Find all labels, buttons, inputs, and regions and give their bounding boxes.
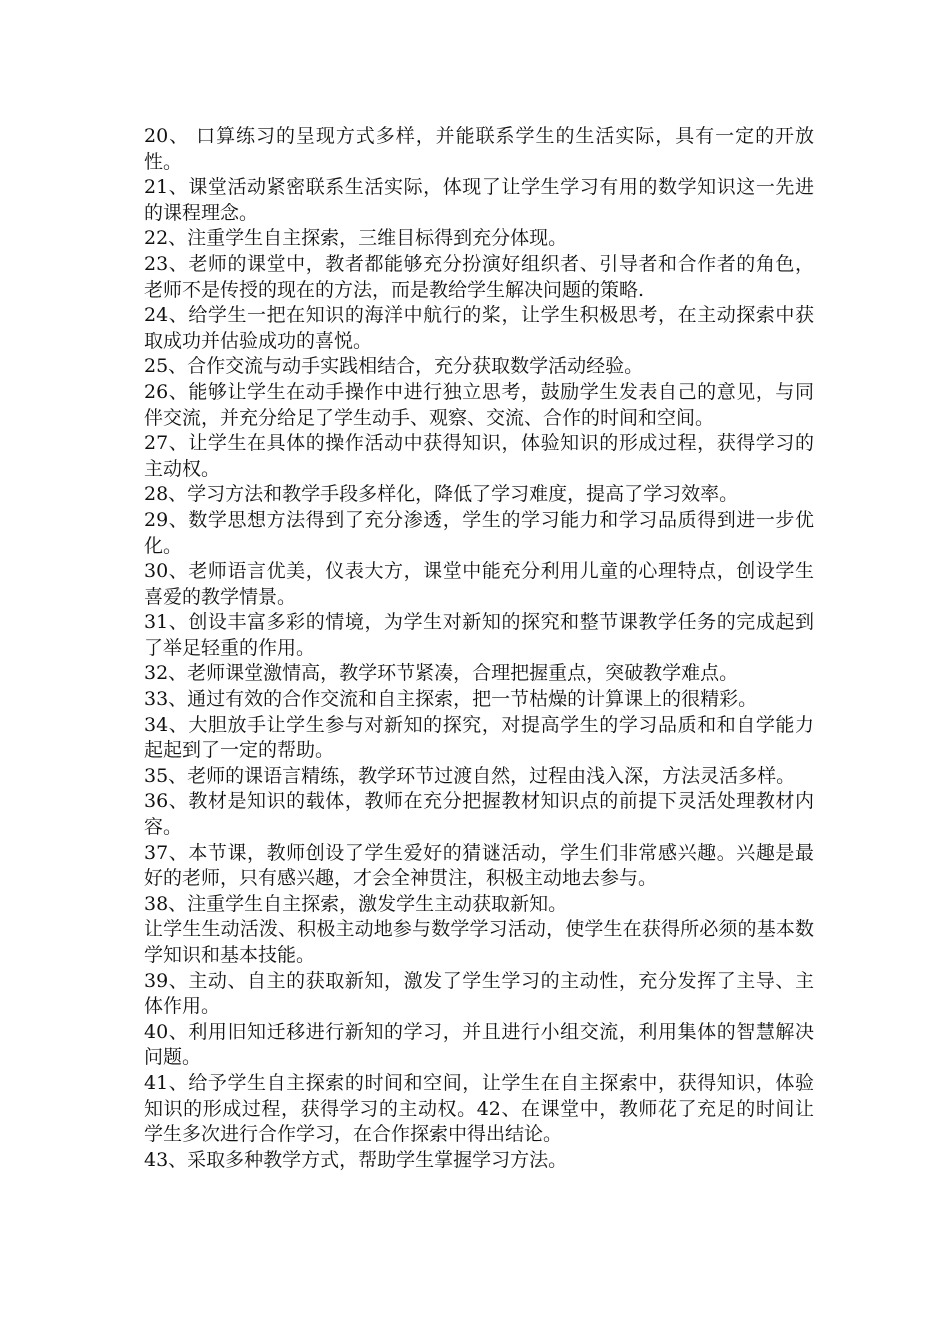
paragraph-23: 23、老师的课堂中，教者都能够充分扮演好组织者、引导者和合作者的角色，老师不是传授的现在的方法，而是教给学生解决问题的策略. (144, 252, 814, 301)
paragraph-38-continued: 让学生生动活泼、积极主动地参与数学学习活动，使学生在获得所必须的基本数学知识和基本技能。 (144, 918, 814, 966)
paragraph-40: 40、利用旧知迁移进行新知的学习，并且进行小组交流，利用集体的智慧解决问题。 (144, 1020, 814, 1069)
paragraph-34: 34、大胆放手让学生参与对新知的探究，对提高学生的学习品质和和自学能力起起到了一定的帮助。 (144, 713, 814, 762)
paragraph-25: 25、合作交流与动手实践相结合，充分获取数学活动经验。 (144, 355, 644, 378)
document-body (144, 124, 814, 1173)
paragraph-28: 28、学习方法和教学手段多样化，降低了学习难度，提高了学习效率。 (144, 483, 739, 506)
paragraph-37: 37、本节课，教师创设了学生爱好的猜谜活动，学生们非常感兴趣。兴趣是最好的老师，只有感兴趣，才会全神贯注，积极主动地去参与。 (144, 841, 814, 890)
paragraph-29: 29、数学思想方法得到了充分渗透，学生的学习能力和学习品质得到进一步优化。 (144, 508, 814, 557)
paragraph-39: 39、主动、自主的获取新知，激发了学生学习的主动性，充分发挥了主导、主体作用。 (144, 969, 814, 1018)
paragraph-38: 38、注重学生自主探索，激发学生主动获取新知。 (144, 892, 568, 915)
paragraph-21: 21、课堂活动紧密联系生活实际，体现了让学生学习有用的数学知识这一先进的课程理念。 (144, 176, 814, 224)
paragraph-31: 31、创设丰富多彩的情境，为学生对新知的探究和整节课教学任务的完成起到了举足轻重的作用。 (144, 611, 814, 659)
paragraph-41-42: 41、给予学生自主探索的时间和空间，让学生在自主探索中，获得知识，体验知识的形成过程，获得学习的主动权。42、在课堂中，教师花了充足的时间让学生多次进行合作学习，在合作探索中得出结论。 (144, 1071, 814, 1146)
paragraph-27: 27、让学生在具体的操作活动中获得知识，体验知识的形成过程，获得学习的主动权。 (144, 432, 814, 480)
paragraph-33: 33、通过有效的合作交流和自主探索，把一节枯燥的计算课上的很精彩。 (144, 688, 758, 711)
paragraph-35: 35、老师的课语言精练，教学环节过渡自然，过程由浅入深，方法灵活多样。 (144, 764, 796, 787)
paragraph-24: 24、给学生一把在知识的海洋中航行的桨，让学生积极思考，在主动探索中获取成功并估验成功的喜悦。 (144, 304, 814, 352)
paragraph-20: 20、 口算练习的呈现方式多样，并能联系学生的生活实际，具有一定的开放性。 (144, 125, 814, 173)
paragraph-36: 36、教材是知识的载体，教师在充分把握教材知识点的前提下灵活处理教材内容。 (144, 790, 814, 839)
paragraph-22: 22、注重学生自主探索，三维目标得到充分体现。 (144, 227, 568, 250)
paragraph-30: 30、老师语言优美，仪表大方，课堂中能充分利用儿童的心理特点，创设学生喜爱的教学情景。 (144, 560, 814, 608)
paragraph-26: 26、能够让学生在动手操作中进行独立思考，鼓励学生发表自己的意见，与同伴交流，并充分给足了学生动手、观察、交流、合作的时间和空间。 (144, 380, 814, 429)
paragraph-43: 43、采取多种教学方式，帮助学生掌握学习方法。 (144, 1148, 568, 1171)
paragraph-32: 32、老师课堂激情高，教学环节紧凑，合理把握重点，突破教学难点。 (144, 662, 739, 685)
